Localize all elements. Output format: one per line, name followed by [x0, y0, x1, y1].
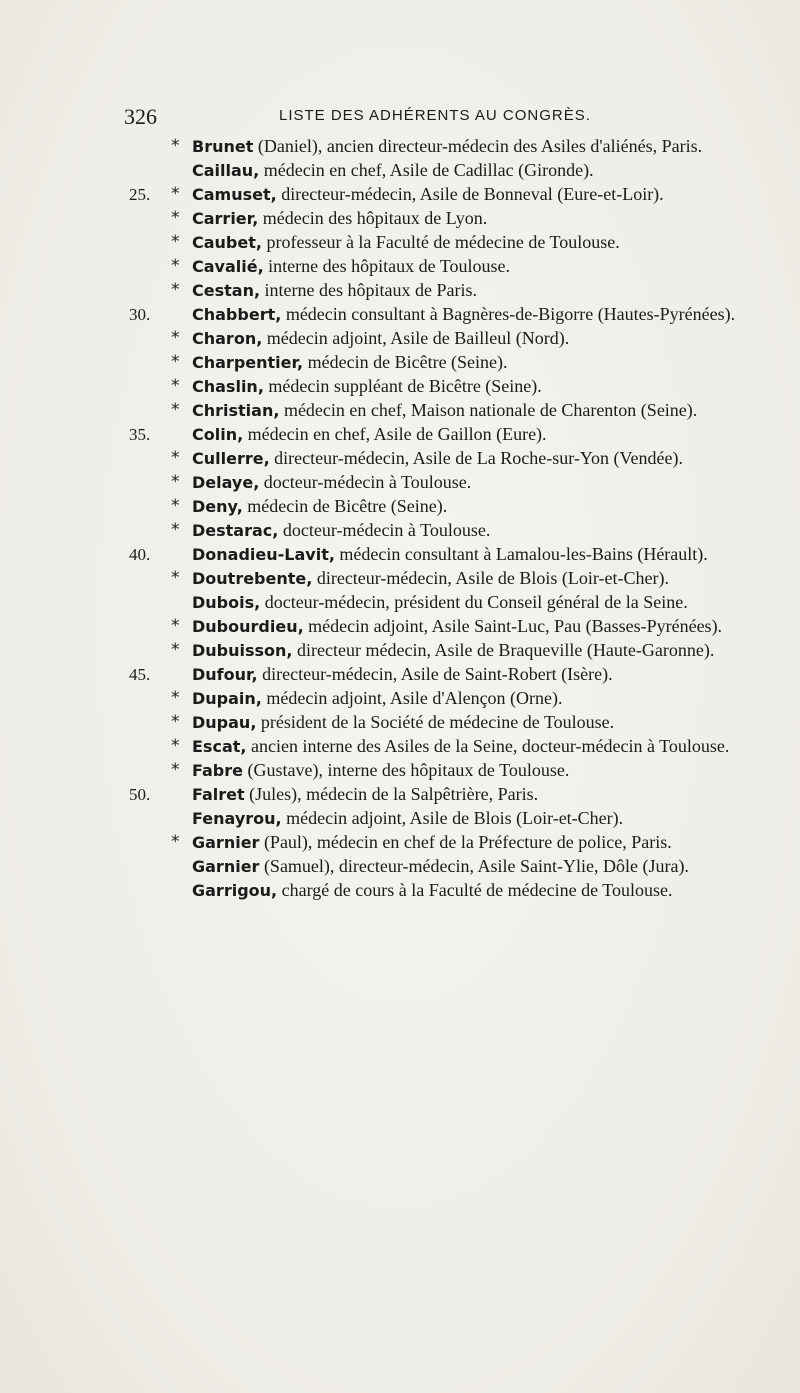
entry-text [192, 879, 736, 903]
entry-text [192, 471, 736, 495]
list-item [124, 687, 736, 711]
page-number: 326 [124, 104, 157, 129]
running-head: LISTE DES ADHÉRENTS AU CONGRÈS. [279, 107, 591, 124]
asterisk-mark: * [171, 448, 180, 468]
member-description: directeur-médecin, Asile de La Roche-sur-Yon (Vendée). [269, 448, 683, 468]
member-name: Chaslin, [192, 377, 264, 396]
member-name: Garnier [192, 857, 260, 876]
entry-number: 25. [129, 185, 151, 204]
entry-text [192, 375, 736, 399]
list-item [124, 231, 736, 255]
asterisk-mark: * [171, 760, 180, 780]
page-header [124, 104, 734, 134]
asterisk-mark: * [171, 352, 180, 372]
list-item [124, 471, 736, 495]
asterisk-mark: * [171, 280, 180, 300]
member-name: Charon, [192, 329, 263, 348]
asterisk-mark: * [171, 184, 180, 204]
member-name: Escat, [192, 737, 247, 756]
member-name: Dupau, [192, 713, 257, 732]
member-description: président de la Société de médecine de Toulouse. [256, 712, 615, 732]
member-name: Deny, [192, 497, 243, 516]
entry-number: 40. [129, 545, 151, 564]
entry-text [192, 855, 736, 879]
asterisk-mark: * [171, 832, 180, 852]
member-name: Carrier, [192, 209, 259, 228]
asterisk-mark: * [171, 616, 180, 636]
member-name: Destarac, [192, 521, 279, 540]
entry-text [192, 519, 736, 543]
member-name: Camuset, [192, 185, 277, 204]
list-item [124, 135, 736, 159]
entry-text [192, 591, 736, 615]
list-item [124, 447, 736, 471]
entry-text [192, 639, 736, 663]
member-description: médecin consultant à Lamalou-les-Bains (Hérault). [334, 544, 708, 564]
list-item [124, 423, 736, 447]
member-description: médecin de Bicêtre (Seine). [242, 496, 448, 516]
list-item [124, 639, 736, 663]
asterisk-mark: * [171, 736, 180, 756]
entry-number: 50. [129, 785, 151, 804]
member-description: interne des hôpitaux de Toulouse. [263, 256, 511, 276]
member-list [124, 135, 736, 903]
member-name: Caillau, [192, 161, 260, 180]
member-description: directeur-médecin, Asile de Bonneval (Eure-et-Loir). [276, 184, 664, 204]
entry-text [192, 687, 736, 711]
asterisk-mark: * [171, 256, 180, 276]
member-description: médecin en chef, Asile de Cadillac (Gironde). [259, 160, 594, 180]
list-item [124, 279, 736, 303]
entry-text [192, 183, 736, 207]
member-description: médecin en chef, Asile de Gaillon (Eure). [243, 424, 547, 444]
member-name: Delaye, [192, 473, 260, 492]
list-item [124, 183, 736, 207]
member-name: Dubourdieu, [192, 617, 304, 636]
member-description: professeur à la Faculté de médecine de Toulouse. [261, 232, 620, 252]
member-name: Chabbert, [192, 305, 282, 324]
list-item [124, 375, 736, 399]
member-name: Dubuisson, [192, 641, 293, 660]
member-description: médecin adjoint, Asile d'Alençon (Orne). [261, 688, 563, 708]
member-name: Falret [192, 785, 245, 804]
entry-text [192, 303, 736, 327]
entry-text [192, 783, 736, 807]
entry-text [192, 711, 736, 735]
member-name: Dubois, [192, 593, 261, 612]
member-name: Doutrebente, [192, 569, 313, 588]
member-name: Colin, [192, 425, 244, 444]
asterisk-mark: * [171, 640, 180, 660]
member-name: Dupain, [192, 689, 262, 708]
list-item [124, 783, 736, 807]
member-description: médecin consultant à Bagnères-de-Bigorre (Hautes-Pyrénées). [281, 304, 736, 324]
entry-text [192, 735, 736, 759]
entry-text [192, 495, 736, 519]
member-description: docteur-médecin, président du Conseil général de la Seine. [260, 592, 688, 612]
member-description: médecin en chef, Maison nationale de Charenton (Seine). [279, 400, 698, 420]
entry-text [192, 207, 736, 231]
member-description: directeur-médecin, Asile de Saint-Robert (Isère). [257, 664, 613, 684]
list-item [124, 399, 736, 423]
entry-text [192, 255, 736, 279]
member-description: médecin adjoint, Asile de Blois (Loir-et-Cher). [281, 808, 624, 828]
member-description: médecin de Bicêtre (Seine). [303, 352, 508, 372]
member-name: Caubet, [192, 233, 262, 252]
member-description: (Gustave), interne des hôpitaux de Toulouse. [242, 760, 570, 780]
asterisk-mark: * [171, 328, 180, 348]
list-item [124, 303, 736, 327]
entry-text [192, 231, 736, 255]
entry-text [192, 759, 736, 783]
list-item [124, 159, 736, 183]
asterisk-mark: * [171, 520, 180, 540]
member-description: directeur-médecin, Asile de Blois (Loir-et-Cher). [312, 568, 669, 588]
entry-text [192, 543, 736, 567]
entry-text [192, 159, 736, 183]
entry-number: 35. [129, 425, 151, 444]
list-item [124, 351, 736, 375]
member-description: directeur médecin, Asile de Braqueville (Haute-Garonne). [292, 640, 715, 660]
member-description: ancien interne des Asiles de la Seine, docteur-médecin à Toulouse. [246, 736, 730, 756]
asterisk-mark: * [171, 568, 180, 588]
entry-text [192, 327, 736, 351]
member-name: Donadieu-Lavit, [192, 545, 335, 564]
list-item [124, 543, 736, 567]
member-name: Cestan, [192, 281, 261, 300]
member-description: (Samuel), directeur-médecin, Asile Saint-Ylie, Dôle (Jura). [259, 856, 689, 876]
asterisk-mark: * [171, 136, 180, 156]
asterisk-mark: * [171, 208, 180, 228]
member-description: docteur-médecin à Toulouse. [278, 520, 491, 540]
list-item [124, 807, 736, 831]
entry-text [192, 399, 736, 423]
entry-number: 45. [129, 665, 151, 684]
member-name: Charpentier, [192, 353, 304, 372]
member-description: docteur-médecin à Toulouse. [259, 472, 472, 492]
member-description: médecin suppléant de Bicêtre (Seine). [263, 376, 542, 396]
member-description: médecin adjoint, Asile Saint-Luc, Pau (Basses-Pyrénées). [303, 616, 723, 636]
entry-text [192, 135, 736, 159]
entry-text [192, 831, 736, 855]
member-description: chargé de cours à la Faculté de médecine de Toulouse. [277, 880, 673, 900]
entry-text [192, 807, 736, 831]
asterisk-mark: * [171, 688, 180, 708]
list-item [124, 327, 736, 351]
list-item [124, 495, 736, 519]
member-name: Fabre [192, 761, 243, 780]
list-item [124, 879, 736, 903]
asterisk-mark: * [171, 472, 180, 492]
entry-text [192, 615, 736, 639]
member-description: (Daniel), ancien directeur-médecin des Asiles d'aliénés, Paris. [253, 136, 703, 156]
member-name: Garrigou, [192, 881, 278, 900]
list-item [124, 711, 736, 735]
entry-text [192, 447, 736, 471]
entry-text [192, 423, 736, 447]
asterisk-mark: * [171, 400, 180, 420]
member-description: interne des hôpitaux de Paris. [260, 280, 477, 300]
member-description: médecin des hôpitaux de Lyon. [258, 208, 488, 228]
entry-text [192, 279, 736, 303]
entry-text [192, 567, 736, 591]
list-item [124, 759, 736, 783]
asterisk-mark: * [171, 232, 180, 252]
list-item [124, 207, 736, 231]
list-item [124, 831, 736, 855]
asterisk-mark: * [171, 712, 180, 732]
list-item [124, 663, 736, 687]
member-name: Fenayrou, [192, 809, 282, 828]
asterisk-mark: * [171, 376, 180, 396]
asterisk-mark: * [171, 496, 180, 516]
member-name: Christian, [192, 401, 280, 420]
list-item [124, 735, 736, 759]
list-item [124, 615, 736, 639]
member-description: (Paul), médecin en chef de la Préfecture de police, Paris. [259, 832, 672, 852]
member-name: Dufour, [192, 665, 258, 684]
member-description: médecin adjoint, Asile de Bailleul (Nord). [262, 328, 570, 348]
member-name: Cavalié, [192, 257, 264, 276]
entry-number: 30. [129, 305, 151, 324]
entry-text [192, 663, 736, 687]
member-description: (Jules), médecin de la Salpêtrière, Paris. [244, 784, 539, 804]
list-item [124, 567, 736, 591]
member-name: Cullerre, [192, 449, 270, 468]
list-item [124, 519, 736, 543]
list-item [124, 255, 736, 279]
list-item [124, 855, 736, 879]
member-name: Brunet [192, 137, 254, 156]
list-item [124, 591, 736, 615]
entry-text [192, 351, 736, 375]
member-name: Garnier [192, 833, 260, 852]
